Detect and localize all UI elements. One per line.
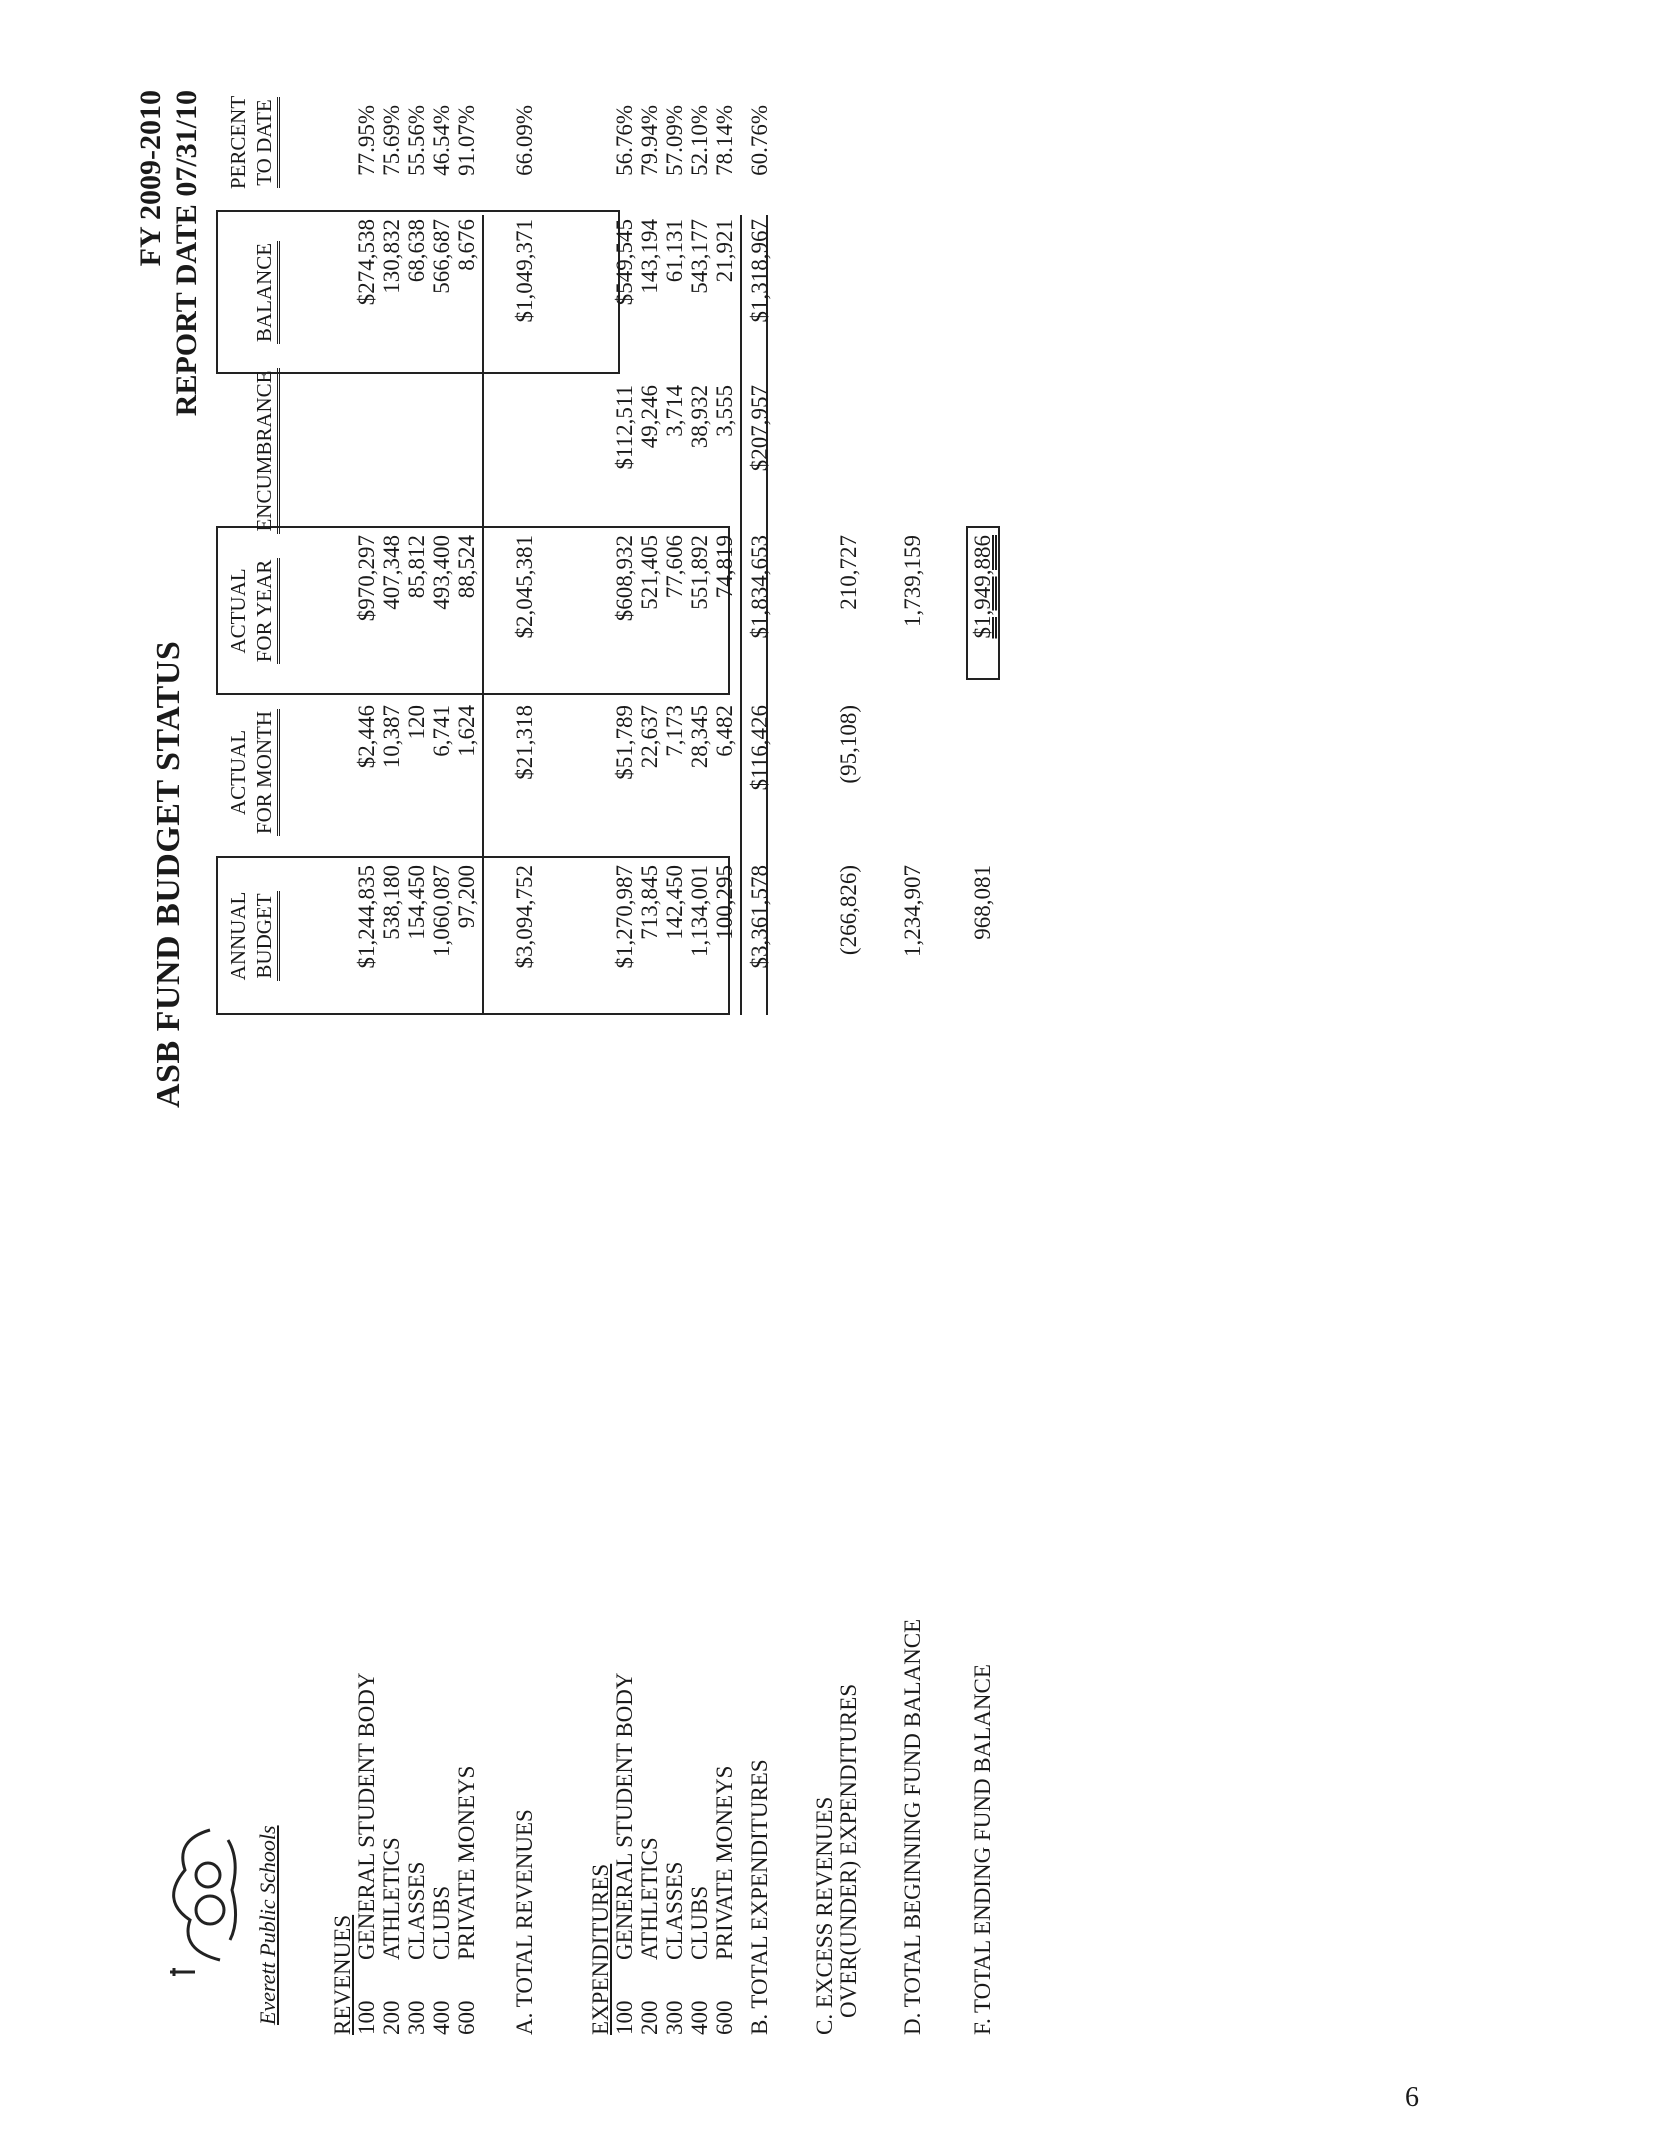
table-cell: 56.76%	[612, 105, 637, 176]
table-cell: CLASSES	[404, 1861, 429, 1960]
table-cell: $207,957	[747, 385, 772, 472]
revenues-heading: REVENUES	[330, 1914, 355, 2035]
table-cell: CLUBS	[687, 1885, 712, 1960]
table-cell: 66.09%	[512, 105, 537, 176]
table-cell: 38,932	[687, 385, 712, 449]
report-title: ASB FUND BUDGET STATUS	[150, 640, 187, 1108]
table-cell: 1,624	[454, 705, 479, 757]
table-cell: 85,812	[404, 535, 429, 599]
table-cell: 6,741	[429, 705, 454, 757]
table-cell: C. EXCESS REVENUES	[812, 1796, 837, 2035]
table-cell: ATHLETICS	[379, 1837, 404, 1960]
table-cell: 968,081	[970, 865, 995, 940]
table-cell: $116,426	[747, 705, 772, 791]
table-cell: PRIVATE MONEYS	[712, 1765, 737, 1960]
organization-name: Everett Public Schools	[255, 1825, 280, 2025]
table-cell: 1,234,907	[900, 865, 925, 957]
table-cell: $1,049,371	[512, 219, 537, 323]
table-cell: ANNUAL	[226, 891, 250, 981]
table-cell: $970,297	[354, 535, 379, 622]
table-cell: 79.94%	[637, 105, 662, 176]
table-cell: 200	[379, 2000, 404, 2035]
table-cell: A. TOTAL REVENUES	[512, 1809, 537, 2035]
table-cell: 6,482	[712, 705, 737, 757]
table-cell: FOR MONTH	[251, 709, 280, 836]
revenue-subtotal-line	[482, 215, 484, 1015]
table-cell: 60.76%	[747, 105, 772, 176]
col-encumbrance	[251, 367, 280, 535]
table-cell: B. TOTAL EXPENDITURES	[747, 1759, 772, 2035]
table-cell: ACTUAL	[226, 568, 250, 654]
table-cell: 120	[404, 705, 429, 740]
table-cell: 21,921	[712, 219, 737, 283]
table-cell: BALANCE	[251, 241, 280, 344]
table-cell: CLASSES	[662, 1861, 687, 1960]
table-cell: 493,400	[429, 535, 454, 610]
col-actual-year	[225, 527, 280, 695]
table-cell: 400	[429, 2000, 454, 2035]
table-cell: $1,834,653	[747, 535, 772, 639]
table-cell: 1,134,001	[687, 865, 712, 957]
table-cell: GENERAL STUDENT BODY	[354, 1672, 379, 1960]
table-cell: $1,270,987	[612, 865, 637, 969]
expenditure-subtotal-line	[740, 215, 742, 1015]
table-cell: 75.69%	[379, 105, 404, 176]
table-cell: $1,244,835	[354, 865, 379, 969]
table-cell: 8,676	[454, 219, 479, 271]
table-cell: PERCENT	[226, 95, 250, 190]
col-actual-month	[225, 695, 280, 850]
table-cell: OVER(UNDER) EXPENDITURES	[836, 1683, 861, 2018]
table-cell: TO DATE	[251, 97, 280, 188]
table-cell: 100	[612, 2000, 637, 2035]
school-logo	[150, 1810, 245, 1980]
table-cell: 566,687	[429, 219, 454, 294]
table-cell: ENCUMBRANCE	[251, 368, 280, 533]
table-cell: 97,200	[454, 865, 479, 929]
table-cell: 100,295	[712, 865, 737, 940]
table-cell: 300	[404, 2000, 429, 2035]
table-cell: BUDGET	[251, 891, 280, 980]
table-cell: 713,845	[637, 865, 662, 940]
table-cell: CLUBS	[429, 1885, 454, 1960]
table-cell: 142,450	[662, 865, 687, 940]
report-date: REPORT DATE 07/31/10	[170, 90, 203, 417]
table-cell: 77.95%	[354, 105, 379, 176]
page-number: 6	[1405, 2082, 1419, 2113]
table-cell: 200	[637, 2000, 662, 2035]
table-cell: 22,637	[637, 705, 662, 769]
table-cell: ATHLETICS	[637, 1837, 662, 1960]
table-cell: F. TOTAL ENDING FUND BALANCE	[970, 1664, 995, 2035]
table-cell: 600	[712, 2000, 737, 2035]
table-cell: 1,060,087	[429, 865, 454, 957]
table-cell: $549,545	[612, 219, 637, 306]
table-cell: 46.54%	[429, 105, 454, 176]
table-cell: $112,511	[612, 385, 637, 470]
table-cell: 130,832	[379, 219, 404, 294]
table-cell: 1,739,159	[900, 535, 925, 627]
table-cell: (95,108)	[836, 705, 861, 784]
table-cell: 100	[354, 2000, 379, 2035]
table-cell: 600	[454, 2000, 479, 2035]
table-cell: $608,932	[612, 535, 637, 622]
table-cell: 210,727	[836, 535, 861, 610]
table-cell: 154,450	[404, 865, 429, 940]
table-cell: $3,361,578	[747, 865, 772, 969]
table-cell: 57.09%	[662, 105, 687, 176]
rotated-report	[130, 70, 1610, 2060]
ending-balance-box	[966, 526, 1000, 680]
table-cell: 52.10%	[687, 105, 712, 176]
table-cell: 407,348	[379, 535, 404, 610]
table-cell: 61,131	[662, 219, 687, 283]
table-cell: 400	[687, 2000, 712, 2035]
table-cell: 551,892	[687, 535, 712, 610]
expenditures-heading: EXPENDITURES	[588, 1863, 613, 2035]
table-cell: 3,555	[712, 385, 737, 437]
table-cell: GENERAL STUDENT BODY	[612, 1672, 637, 1960]
table-cell: 78.14%	[712, 105, 737, 176]
table-cell: $1,318,967	[747, 219, 772, 323]
col-balance	[251, 211, 280, 374]
col-annual-budget	[225, 857, 280, 1015]
table-cell: 300	[662, 2000, 687, 2035]
fiscal-year: FY 2009-2010	[134, 90, 167, 267]
table-cell: $274,538	[354, 219, 379, 306]
table-cell: 10,387	[379, 705, 404, 769]
table-cell: FOR YEAR	[251, 558, 280, 665]
table-cell: D. TOTAL BEGINNING FUND BALANCE	[900, 1618, 925, 2035]
table-cell: 77,606	[662, 535, 687, 599]
table-cell: $21,318	[512, 705, 537, 780]
table-cell: 3,714	[662, 385, 687, 437]
table-cell: 68,638	[404, 219, 429, 283]
table-cell: 7,173	[662, 705, 687, 757]
col-percent	[225, 70, 280, 215]
table-cell: 88,524	[454, 535, 479, 599]
table-cell: PRIVATE MONEYS	[454, 1765, 479, 1960]
table-cell: $2,045,381	[512, 535, 537, 639]
table-cell: 538,180	[379, 865, 404, 940]
table-cell: 143,194	[637, 219, 662, 294]
table-cell: 74,819	[712, 535, 737, 599]
table-cell: 49,246	[637, 385, 662, 449]
table-cell: 91.07%	[454, 105, 479, 176]
table-cell: $51,789	[612, 705, 637, 780]
table-cell: 543,177	[687, 219, 712, 294]
ending-balance-value: $1,949,886	[970, 535, 995, 639]
table-cell: (266,826)	[836, 865, 861, 956]
table-cell: $3,094,752	[512, 865, 537, 969]
table-cell: 28,345	[687, 705, 712, 769]
table-cell: 521,405	[637, 535, 662, 610]
table-cell: ACTUAL	[226, 729, 250, 816]
table-cell: $2,446	[354, 705, 379, 769]
table-cell: 55.56%	[404, 105, 429, 176]
